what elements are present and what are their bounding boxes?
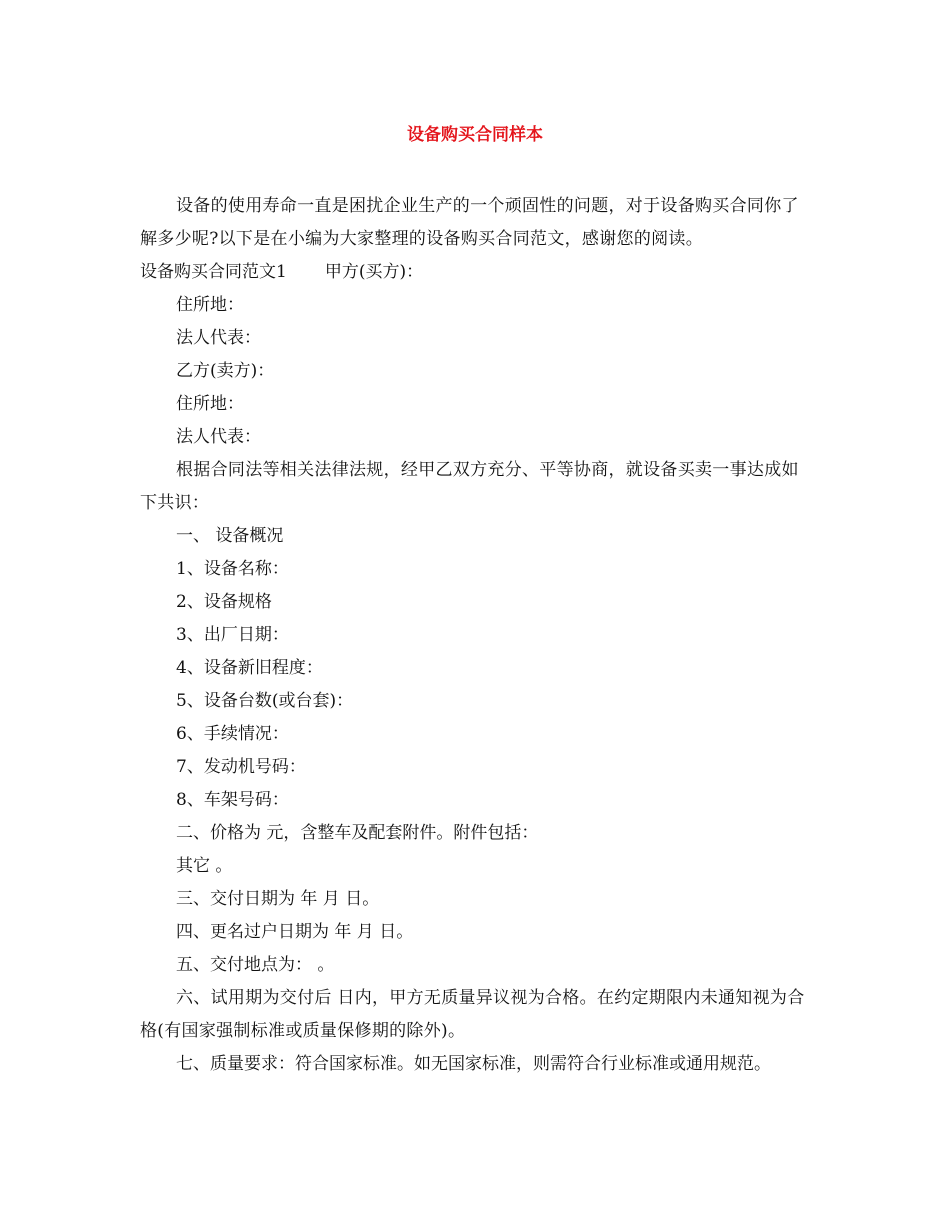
- section-7-quality: 七、质量要求：符合国家标准。如无国家标准，则需符合行业标准或通用规范。: [176, 1054, 771, 1074]
- party-a-address: 住所地：: [176, 295, 244, 315]
- equipment-item: 1、设备名称：: [176, 559, 289, 579]
- equipment-item: 4、设备新旧程度：: [176, 658, 323, 678]
- intro-paragraph: 设备的使用寿命一直是困扰企业生产的一个顽固性的问题，对于设备购买合同你了解多少呢?以下是在小编为大家整理的设备购买合同范文，感谢您的阅读。: [140, 196, 799, 249]
- equipment-item: 5、设备台数(或台套)：: [176, 691, 354, 711]
- equipment-item: 6、手续情况：: [176, 724, 289, 744]
- party-b-address: 住所地：: [176, 394, 244, 414]
- other-line: 其它 。: [176, 856, 233, 876]
- agreement-paragraph: 根据合同法等相关法律法规，经甲乙双方充分、平等协商，就设备买卖一事达成如下共识：: [140, 460, 799, 513]
- section-5-delivery-place: 五、交付地点为： 。: [176, 955, 335, 975]
- party-b-rep: 法人代表：: [176, 427, 261, 447]
- party-b-label: 乙方(卖方)：: [176, 361, 275, 381]
- section-6-trial-period: 六、试用期为交付后 日内，甲方无质量异议视为合格。在约定期限内未通知视为合格(有国家强制标准或质量保修期的除外)。: [140, 988, 805, 1041]
- equipment-item: 2、设备规格: [176, 592, 272, 612]
- document-title: 设备购买合同样本: [407, 125, 543, 145]
- sample-label: 设备购买合同范文1: [140, 262, 287, 282]
- document-body: [140, 190, 812, 1081]
- section-2-price: 二、价格为 元，含整车及配套附件。附件包括：: [176, 823, 539, 843]
- equipment-item: 7、发动机号码：: [176, 757, 306, 777]
- equipment-item: 3、出厂日期：: [176, 625, 289, 645]
- section-4-transfer-date: 四、更名过户日期为 年 月 日。: [176, 922, 414, 942]
- section-3-delivery-date: 三、交付日期为 年 月 日。: [176, 889, 380, 909]
- section-1-heading: 一、 设备概况: [176, 526, 284, 546]
- sample-line: [140, 256, 812, 289]
- party-a-label: 甲方(买方)：: [324, 262, 424, 282]
- equipment-item: 8、车架号码：: [176, 790, 289, 810]
- party-a-rep: 法人代表：: [176, 328, 261, 348]
